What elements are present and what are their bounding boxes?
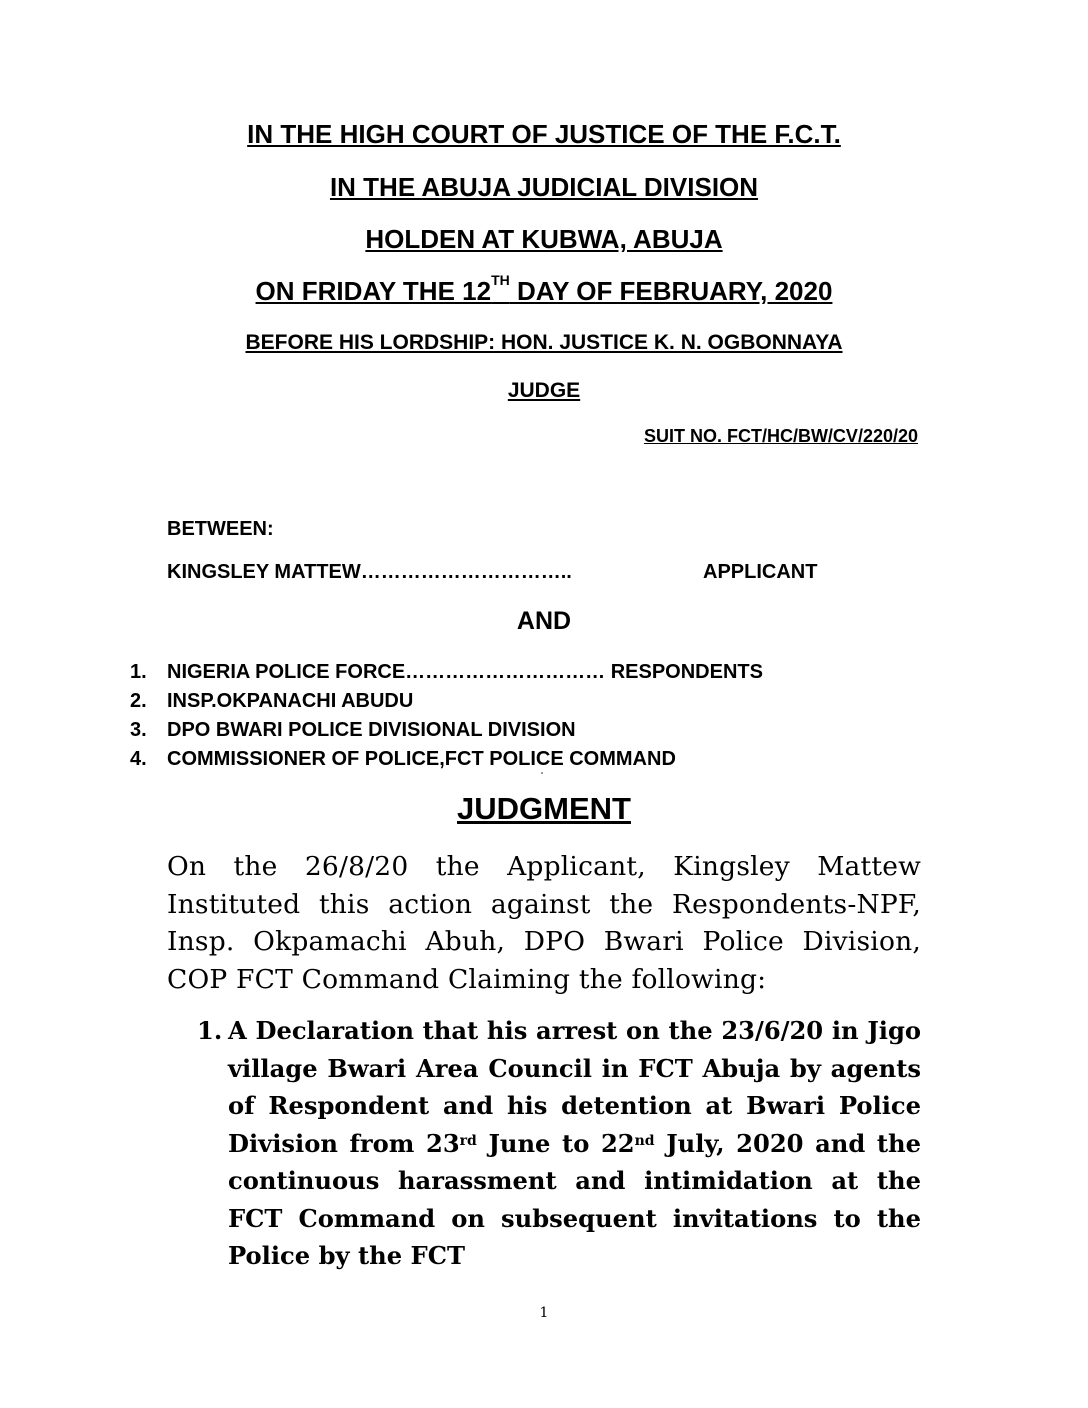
holden-title: HOLDEN AT KUBWA, ABUJA: [365, 224, 723, 254]
respondent-text: NIGERIA POLICE FORCE………………………… RESPONDENTS: [167, 661, 763, 683]
judgment-title: JUDGMENT: [457, 791, 631, 826]
intro-paragraph: On the 26/8/20 the Applicant, Kingsley Mattew Instituted this action against the Respondents-NPF, Insp. Okpamachi Abuh, DPO Bwari Police Division, COP FCT Command Claiming the following:: [167, 851, 921, 995]
respondent-text: COMMISSIONER OF POLICE,FCT POLICE COMMAND: [167, 748, 676, 770]
ordinal-superscript: nd: [634, 1132, 655, 1149]
court-title: IN THE HIGH COURT OF JUSTICE OF THE F.C.T.: [247, 119, 841, 149]
list-number: 1.: [130, 661, 147, 683]
date-line: [0, 272, 1088, 307]
claim-text-part: June to 22: [476, 1128, 635, 1158]
list-item: [130, 658, 763, 687]
list-number: 3.: [130, 719, 147, 741]
list-item: [130, 745, 763, 774]
applicant-name: KINGSLEY MATTEW…………………………..: [167, 561, 572, 583]
between-label: BETWEEN:: [167, 518, 274, 540]
respondent-text: DPO BWARI POLICE DIVISIONAL DIVISION: [167, 719, 576, 741]
suit-number: SUIT NO. FCT/HC/BW/CV/220/20: [643, 426, 918, 446]
list-number: 2.: [130, 690, 147, 712]
and-label: AND: [516, 607, 572, 635]
date-superscript: TH: [491, 272, 510, 288]
ordinal-superscript: rd: [459, 1132, 477, 1149]
list-number: 4.: [130, 748, 147, 770]
applicant-role: APPLICANT: [703, 561, 818, 583]
date-prefix: ON FRIDAY THE 12: [255, 276, 492, 306]
respondent-text: INSP.OKPANACHI ABUDU: [167, 690, 414, 712]
claim-text-part: July, 2020 and the continuous harassment and intimidation at the FCT Command on subsequent invitations to the Police by the FCT: [228, 1128, 922, 1270]
judge-label: JUDGE: [507, 379, 581, 402]
claim-text: [228, 1012, 921, 1275]
list-item: [130, 716, 763, 745]
page-number: 1: [539, 1305, 549, 1321]
stray-mark: [541, 772, 543, 774]
claim-item: [197, 1012, 921, 1275]
division-title: IN THE ABUJA JUDICIAL DIVISION: [329, 172, 759, 202]
claim-number: 1.: [197, 1016, 223, 1045]
before-line: BEFORE HIS LORDSHIP: HON. JUSTICE K. N. OGBONNAYA: [245, 331, 843, 354]
list-item: [130, 687, 763, 716]
claim-text-part: A Declaration that his arrest on the 23/6/20 in Jigo village Bwari Area Council in FCT Abuja by agents of Respondent and his detention at Bwari Police Division from 23: [228, 1016, 921, 1158]
respondents-list: [130, 658, 763, 774]
date-suffix: DAY OF FEBRUARY, 2020: [509, 276, 833, 306]
